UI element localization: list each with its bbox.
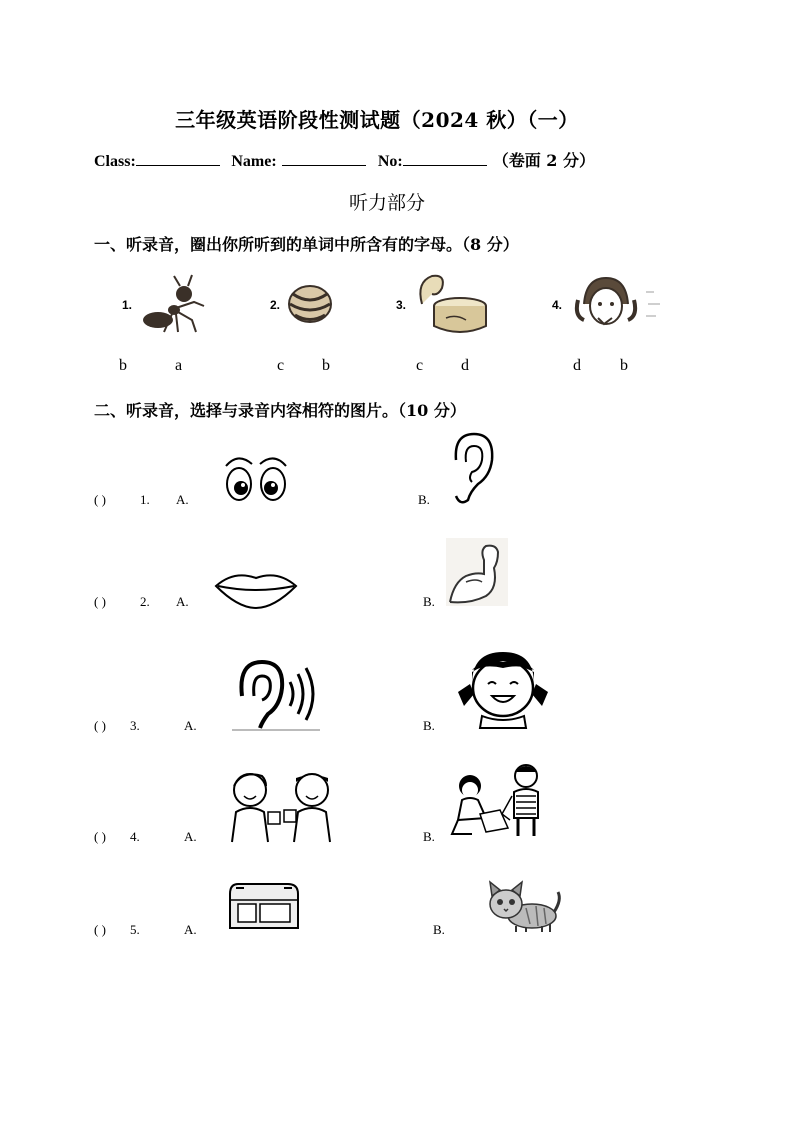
cat-icon <box>486 882 562 932</box>
q1-item-number: 1. <box>122 298 133 312</box>
score-note: （卷面 2 分） <box>492 151 595 170</box>
ant-icon <box>138 272 210 336</box>
q1-option[interactable]: d <box>461 357 469 374</box>
option-a-label: A. <box>184 829 197 844</box>
option-b-label: B. <box>418 492 430 507</box>
children-drawing-icon <box>452 762 556 840</box>
q2-item-number: 5. <box>130 922 140 937</box>
girl-icon <box>576 274 666 336</box>
q1-option[interactable]: a <box>175 357 183 374</box>
name-blank[interactable] <box>282 151 366 166</box>
option-b-label: B. <box>433 922 445 937</box>
schoolbag-icon <box>224 880 302 934</box>
q1-item-number: 4. <box>552 298 563 312</box>
q2-heading: 二、听录音，选择与录音内容相符的图片。（10 分） <box>94 401 466 420</box>
q2-item-number: 1. <box>140 492 150 507</box>
class-blank[interactable] <box>136 151 220 166</box>
two-boys-icon <box>222 768 336 842</box>
no-blank[interactable] <box>403 151 487 166</box>
section-title: 听力部分 <box>348 192 425 214</box>
answer-paren[interactable]: ( ) <box>94 829 106 844</box>
option-a-label: A. <box>176 594 189 609</box>
q2-item-number: 3. <box>130 718 140 733</box>
smiling-girl-icon <box>454 648 552 730</box>
q1-item-number: 2. <box>270 298 281 312</box>
answer-paren[interactable]: ( ) <box>94 718 106 733</box>
option-b-label: B. <box>423 594 435 609</box>
q1-option[interactable]: b <box>620 357 628 374</box>
option-b-label: B. <box>423 718 435 733</box>
mouth-icon <box>214 570 298 610</box>
can-icon <box>412 272 492 336</box>
q1-heading: 一、听录音，圈出你所听到的单词中所含有的字母。（8 分） <box>94 235 519 254</box>
q2-item-number: 2. <box>140 594 150 609</box>
page-title: 三年级英语阶段性测试题（2024 秋）（一） <box>175 108 579 132</box>
q1-option[interactable]: b <box>119 357 127 374</box>
option-a-label: A. <box>184 922 197 937</box>
no-label: No: <box>377 153 403 170</box>
class-label: Class: <box>94 153 136 170</box>
listening-ear-icon <box>232 656 320 732</box>
option-a-label: A. <box>184 718 197 733</box>
option-a-label: A. <box>176 492 189 507</box>
arm-icon <box>446 538 508 606</box>
answer-paren[interactable]: ( ) <box>94 492 106 507</box>
option-b-label: B. <box>423 829 435 844</box>
q1-option[interactable]: d <box>573 357 581 374</box>
name-label: Name: <box>231 153 277 170</box>
answer-paren[interactable]: ( ) <box>94 922 106 937</box>
answer-paren[interactable]: ( ) <box>94 594 106 609</box>
ear-icon <box>446 430 496 506</box>
ball-icon <box>287 284 333 324</box>
student-info-line <box>94 148 595 171</box>
q1-option[interactable]: b <box>322 357 330 374</box>
q1-option[interactable]: c <box>277 357 285 374</box>
q1-option[interactable]: c <box>416 357 424 374</box>
q2-item-number: 4. <box>130 829 140 844</box>
q1-item-number: 3. <box>396 298 407 312</box>
eyes-icon <box>222 452 290 508</box>
